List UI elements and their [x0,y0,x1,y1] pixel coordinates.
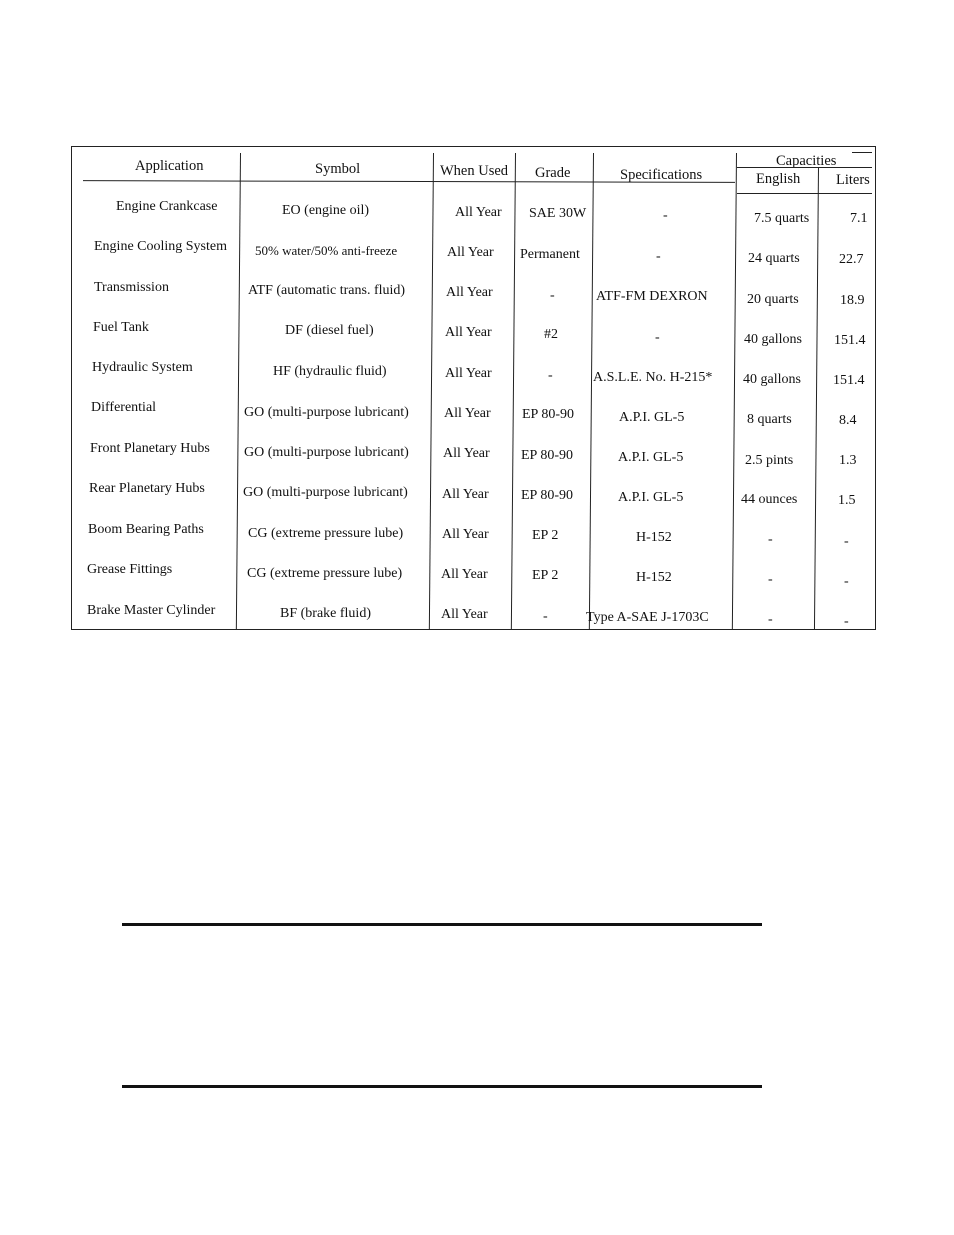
row8-grade: EP 80-90 [521,488,573,503]
row3-application: Transmission [94,280,169,295]
row10-spec: H-152 [636,570,672,585]
row11-english: - [768,612,773,627]
row10-liters: - [844,574,849,589]
row4-when: All Year [445,325,492,340]
row4-grade: #2 [544,327,558,342]
header-specifications: Specifications [620,167,703,183]
row9-english: - [768,532,773,547]
header-capacities: Capacities [776,153,837,169]
row8-spec: A.P.I. GL-5 [618,490,684,505]
row11-liters: - [844,614,849,629]
row1-english: 7.5 quarts [754,211,810,226]
row8-english: 44 ounces [741,492,798,507]
row6-spec: A.P.I. GL-5 [619,410,685,425]
row1-application: Engine Crankcase [116,199,218,214]
row4-application: Fuel Tank [93,320,149,335]
row6-english: 8 quarts [747,412,792,427]
row10-english: - [768,572,773,587]
row10-symbol: CG (extreme pressure lube) [247,566,403,581]
header-liters: Liters [836,172,870,188]
row11-application: Brake Master Cylinder [87,603,216,618]
row2-application: Engine Cooling System [94,239,227,254]
row11-when: All Year [441,607,488,622]
row5-application: Hydraulic System [92,360,193,375]
header-when-used: When Used [440,163,509,179]
row3-liters: 18.9 [840,293,865,308]
row6-liters: 8.4 [839,413,857,428]
row9-symbol: CG (extreme pressure lube) [248,526,404,541]
row7-when: All Year [443,446,490,461]
row11-spec: Type A-SAE J-1703C [586,610,709,625]
row2-liters: 22.7 [839,252,864,267]
row2-when: All Year [447,245,494,260]
corner-mark [852,152,872,153]
row3-spec: ATF-FM DEXRON [596,289,708,304]
row7-grade: EP 80-90 [521,448,573,463]
row7-symbol: GO (multi-purpose lubricant) [244,445,409,460]
row4-liters: 151.4 [834,333,866,348]
header-grade: Grade [535,165,571,181]
row7-application: Front Planetary Hubs [90,441,210,456]
row1-grade: SAE 30W [529,206,587,221]
capacities-divider [737,167,872,168]
row5-spec: A.S.L.E. No. H-215* [593,370,713,385]
row2-symbol: 50% water/50% anti-freeze [255,243,398,258]
row9-when: All Year [442,527,489,542]
row10-grade: EP 2 [532,568,559,583]
row11-symbol: BF (brake fluid) [280,606,371,621]
row9-liters: - [844,534,849,549]
row2-english: 24 quarts [748,251,800,266]
header-application: Application [135,158,204,174]
row1-liters: 7.1 [850,211,868,226]
row10-application: Grease Fittings [87,562,173,577]
divider-rule-top [122,923,762,926]
row2-grade: Permanent [520,247,580,262]
row8-symbol: GO (multi-purpose lubricant) [243,485,408,500]
row5-symbol: HF (hydraulic fluid) [273,364,387,379]
row3-when: All Year [446,285,493,300]
row5-english: 40 gallons [743,372,801,387]
row3-grade: - [550,288,555,303]
row1-symbol: EO (engine oil) [282,203,370,218]
row10-when: All Year [441,567,488,582]
row9-application: Boom Bearing Paths [88,522,204,537]
row5-grade: - [548,368,553,383]
row7-english: 2.5 pints [745,453,794,468]
row2-spec: - [656,249,661,264]
header-english: English [756,171,801,187]
row4-english: 40 gallons [744,332,802,347]
row8-application: Rear Planetary Hubs [89,481,205,496]
row8-liters: 1.5 [838,493,856,508]
row6-symbol: GO (multi-purpose lubricant) [244,405,409,420]
row7-spec: A.P.I. GL-5 [618,450,684,465]
row3-symbol: ATF (automatic trans. fluid) [248,283,406,298]
row6-grade: EP 80-90 [522,407,574,422]
row4-symbol: DF (diesel fuel) [285,323,374,338]
row4-spec: - [655,330,660,345]
row9-spec: H-152 [636,530,672,545]
row3-english: 20 quarts [747,292,799,307]
capacities-header-divider [737,193,872,194]
row6-application: Differential [91,400,157,415]
row8-when: All Year [442,487,489,502]
row1-spec: - [663,208,668,223]
row5-when: All Year [445,366,492,381]
row6-when: All Year [444,406,491,421]
header-symbol: Symbol [315,161,361,177]
row9-grade: EP 2 [532,528,559,543]
row1-when: All Year [455,205,502,220]
row11-grade: - [543,609,548,624]
row5-liters: 151.4 [833,373,865,388]
row7-liters: 1.3 [839,453,857,468]
divider-rule-bottom [122,1085,762,1088]
